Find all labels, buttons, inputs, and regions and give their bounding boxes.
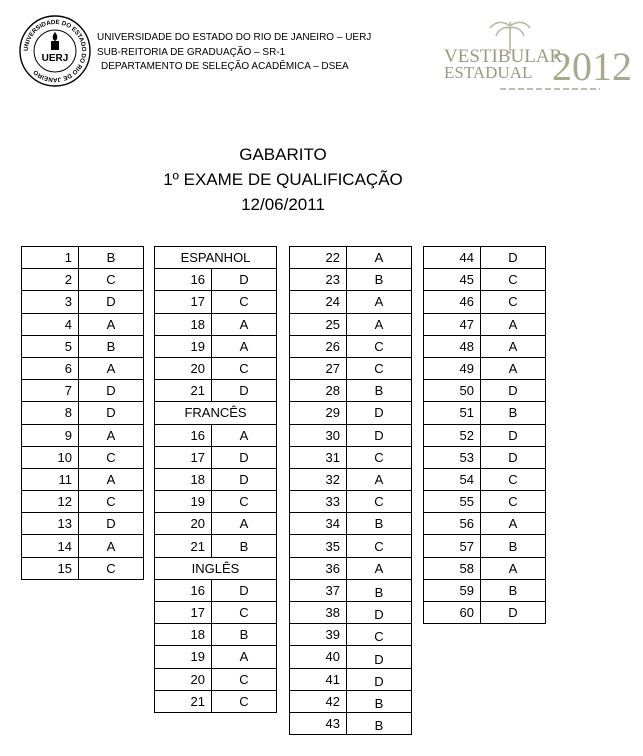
answer-letter: C xyxy=(481,291,546,313)
answer-row xyxy=(424,269,546,291)
logo-vestibular-text: VESTIBULAR xyxy=(444,46,563,67)
question-number: 19 xyxy=(155,646,212,668)
question-number: 40 xyxy=(290,646,347,668)
question-number: 20 xyxy=(155,513,212,535)
question-number: 59 xyxy=(424,579,481,601)
question-number: 24 xyxy=(290,291,347,313)
answer-row xyxy=(22,269,144,291)
question-number: 17 xyxy=(155,602,212,624)
answer-letter: D xyxy=(347,424,412,446)
answer-row xyxy=(424,380,546,402)
question-number: 55 xyxy=(424,491,481,513)
answer-row xyxy=(22,468,144,490)
question-number: 25 xyxy=(290,313,347,335)
answer-row xyxy=(22,357,144,379)
answer-column-languages xyxy=(154,246,277,713)
question-number: 4 xyxy=(22,313,79,335)
answer-letter: D xyxy=(212,269,277,291)
section-row-frances xyxy=(155,402,277,424)
question-number: 34 xyxy=(290,513,347,535)
question-number: 10 xyxy=(22,446,79,468)
logo-year-text: 2012 xyxy=(552,44,632,89)
answer-row xyxy=(424,291,546,313)
institution-line-department: DEPARTAMENTO DE SELEÇÃO ACADÊMICA – DSEA xyxy=(101,61,349,72)
answer-row xyxy=(22,380,144,402)
answer-letter: D xyxy=(481,380,546,402)
question-number: 13 xyxy=(22,513,79,535)
answer-row xyxy=(155,491,277,513)
exam-name: 1º EXAME DE QUALIFICAÇÃO xyxy=(163,170,403,189)
question-number: 43 xyxy=(290,712,347,734)
question-number: 37 xyxy=(290,579,347,601)
answer-letter: A xyxy=(481,357,546,379)
answer-letter: A xyxy=(212,335,277,357)
answer-letter: B xyxy=(212,535,277,557)
question-number: 31 xyxy=(290,446,347,468)
answer-letter: C xyxy=(347,446,412,468)
question-number: 54 xyxy=(424,468,481,490)
answer-letter: C xyxy=(481,269,546,291)
seal-acronym: UERJ xyxy=(41,53,69,64)
question-number: 5 xyxy=(22,335,79,357)
answer-row xyxy=(155,668,277,690)
answer-table-4 xyxy=(423,246,546,624)
question-number: 7 xyxy=(22,380,79,402)
answer-letter: B xyxy=(347,712,412,734)
answer-row xyxy=(22,513,144,535)
answer-row xyxy=(290,712,412,734)
answer-row xyxy=(22,535,144,557)
answer-row xyxy=(155,513,277,535)
answer-row xyxy=(424,602,546,624)
question-number: 57 xyxy=(424,535,481,557)
answer-letter: C xyxy=(79,446,144,468)
answer-letter: D xyxy=(79,513,144,535)
answer-row xyxy=(290,646,412,668)
question-number: 45 xyxy=(424,269,481,291)
answer-letter: D xyxy=(212,468,277,490)
answer-letter: D xyxy=(347,668,412,690)
answer-column-3 xyxy=(289,246,412,735)
answer-letter: D xyxy=(481,247,546,269)
answer-letter: C xyxy=(347,491,412,513)
institution-header xyxy=(97,31,371,75)
answer-letter: C xyxy=(347,624,412,646)
question-number: 8 xyxy=(22,402,79,424)
question-number: 12 xyxy=(22,491,79,513)
answer-letter: C xyxy=(79,491,144,513)
answer-row xyxy=(424,513,546,535)
answer-letter: A xyxy=(347,313,412,335)
answer-table-3 xyxy=(289,246,412,735)
answer-letter: A xyxy=(79,468,144,490)
answer-row xyxy=(424,491,546,513)
question-number: 26 xyxy=(290,335,347,357)
answer-letter: B xyxy=(347,380,412,402)
answer-letter: B xyxy=(79,247,144,269)
answer-row xyxy=(424,335,546,357)
answer-row xyxy=(290,424,412,446)
answer-letter: B xyxy=(481,579,546,601)
exam-date: 12/06/2011 xyxy=(241,195,325,214)
question-number: 9 xyxy=(22,424,79,446)
answer-row xyxy=(290,357,412,379)
answer-letter: C xyxy=(347,335,412,357)
question-number: 27 xyxy=(290,357,347,379)
answer-row xyxy=(22,446,144,468)
question-number: 30 xyxy=(290,424,347,446)
answer-letter: B xyxy=(347,690,412,712)
question-number: 17 xyxy=(155,291,212,313)
answer-row xyxy=(424,247,546,269)
answer-row xyxy=(290,624,412,646)
answer-letter: D xyxy=(347,602,412,624)
answer-row xyxy=(155,446,277,468)
answer-row xyxy=(22,291,144,313)
answer-row xyxy=(424,468,546,490)
answer-letter: C xyxy=(212,357,277,379)
answer-row xyxy=(290,446,412,468)
question-number: 60 xyxy=(424,602,481,624)
page-title: GABARITO xyxy=(239,145,327,164)
answer-row xyxy=(155,646,277,668)
question-number: 47 xyxy=(424,313,481,335)
question-number: 18 xyxy=(155,313,212,335)
answer-row xyxy=(290,380,412,402)
answer-letter: B xyxy=(79,335,144,357)
answer-row xyxy=(290,668,412,690)
question-number: 19 xyxy=(155,491,212,513)
answer-row xyxy=(155,468,277,490)
section-label-ingles: INGLÊS xyxy=(155,557,277,579)
answer-row xyxy=(22,491,144,513)
answer-letter: A xyxy=(79,424,144,446)
answer-letter: C xyxy=(481,468,546,490)
answer-row xyxy=(22,424,144,446)
answer-row xyxy=(155,579,277,601)
answer-row xyxy=(155,335,277,357)
answer-row xyxy=(155,535,277,557)
question-number: 53 xyxy=(424,446,481,468)
answer-letter: C xyxy=(347,535,412,557)
question-number: 6 xyxy=(22,357,79,379)
answer-letter: C xyxy=(79,557,144,579)
answer-letter: A xyxy=(481,513,546,535)
answer-row xyxy=(290,247,412,269)
answer-row xyxy=(155,357,277,379)
vestibular-estadual-logo xyxy=(440,14,632,96)
answer-row xyxy=(290,602,412,624)
answer-letter: A xyxy=(212,513,277,535)
answer-letter: A xyxy=(79,535,144,557)
question-number: 15 xyxy=(22,557,79,579)
answer-row xyxy=(424,402,546,424)
answer-column-4 xyxy=(423,246,546,624)
svg-text:UNIVERSIDADE DO ESTADO DO RIO xyxy=(23,19,87,83)
section-label-frances: FRANCÊS xyxy=(155,402,277,424)
answer-row xyxy=(290,690,412,712)
answer-row xyxy=(424,557,546,579)
question-number: 2 xyxy=(22,269,79,291)
question-number: 18 xyxy=(155,624,212,646)
answer-letter: C xyxy=(79,269,144,291)
answer-row xyxy=(155,291,277,313)
answer-letter: A xyxy=(481,335,546,357)
question-number: 16 xyxy=(155,269,212,291)
answer-letter: A xyxy=(347,291,412,313)
question-number: 56 xyxy=(424,513,481,535)
answer-letter: B xyxy=(347,269,412,291)
answer-column-1 xyxy=(21,246,144,580)
answer-row xyxy=(290,557,412,579)
answer-row xyxy=(155,269,277,291)
question-number: 42 xyxy=(290,690,347,712)
answer-table-1 xyxy=(21,246,144,580)
answer-letter: B xyxy=(347,579,412,601)
answer-letter: A xyxy=(79,313,144,335)
section-row-ingles xyxy=(155,557,277,579)
answer-row xyxy=(424,579,546,601)
question-number: 16 xyxy=(155,579,212,601)
question-number: 41 xyxy=(290,668,347,690)
answer-letter: B xyxy=(212,624,277,646)
question-number: 19 xyxy=(155,335,212,357)
answer-letter: A xyxy=(347,468,412,490)
answer-row xyxy=(290,513,412,535)
answer-row xyxy=(290,579,412,601)
answer-row xyxy=(424,446,546,468)
question-number: 16 xyxy=(155,424,212,446)
answer-letter: D xyxy=(212,380,277,402)
answer-row xyxy=(155,602,277,624)
answer-row xyxy=(290,402,412,424)
question-number: 23 xyxy=(290,269,347,291)
answer-row xyxy=(22,313,144,335)
answer-letter: C xyxy=(212,491,277,513)
answer-row xyxy=(424,535,546,557)
question-number: 11 xyxy=(22,468,79,490)
answer-letter: D xyxy=(79,402,144,424)
answer-letter: D xyxy=(347,646,412,668)
question-number: 28 xyxy=(290,380,347,402)
answer-letter: C xyxy=(347,357,412,379)
question-number: 21 xyxy=(155,690,212,712)
answer-row xyxy=(290,291,412,313)
question-number: 35 xyxy=(290,535,347,557)
question-number: 38 xyxy=(290,602,347,624)
seal-ring-text: UNIVERSIDADE DO ESTADO DO RIO DE JANEIRO xyxy=(22,18,88,84)
answer-letter: D xyxy=(79,380,144,402)
answer-letter: C xyxy=(212,291,277,313)
answer-letter: A xyxy=(212,313,277,335)
answer-row xyxy=(290,335,412,357)
answer-row xyxy=(22,402,144,424)
question-number: 33 xyxy=(290,491,347,513)
answer-letter: C xyxy=(212,602,277,624)
answer-row xyxy=(155,424,277,446)
question-number: 29 xyxy=(290,402,347,424)
answer-row xyxy=(22,247,144,269)
question-number: 48 xyxy=(424,335,481,357)
question-number: 49 xyxy=(424,357,481,379)
question-number: 52 xyxy=(424,424,481,446)
answer-letter: A xyxy=(481,313,546,335)
answer-letter: D xyxy=(79,291,144,313)
answer-row xyxy=(290,491,412,513)
answer-letter: D xyxy=(481,602,546,624)
question-number: 17 xyxy=(155,446,212,468)
answer-letter: D xyxy=(212,446,277,468)
answer-row xyxy=(290,468,412,490)
question-number: 46 xyxy=(424,291,481,313)
answer-letter: C xyxy=(481,491,546,513)
answer-row xyxy=(22,557,144,579)
answer-letter: A xyxy=(212,646,277,668)
answer-row xyxy=(155,624,277,646)
answer-letter: D xyxy=(481,424,546,446)
answer-letter: D xyxy=(347,402,412,424)
answer-row xyxy=(424,357,546,379)
answer-row xyxy=(22,335,144,357)
question-number: 14 xyxy=(22,535,79,557)
answer-letter: A xyxy=(347,247,412,269)
question-number: 51 xyxy=(424,402,481,424)
answer-letter: B xyxy=(347,513,412,535)
answer-row xyxy=(290,313,412,335)
answer-letter: C xyxy=(212,668,277,690)
question-number: 21 xyxy=(155,535,212,557)
question-number: 32 xyxy=(290,468,347,490)
answer-row xyxy=(155,313,277,335)
answer-letter: A xyxy=(212,424,277,446)
institution-line-subreitoria: SUB-REITORIA DE GRADUAÇÃO – SR-1 xyxy=(97,46,286,58)
question-number: 50 xyxy=(424,380,481,402)
answer-letter: A xyxy=(79,357,144,379)
question-number: 21 xyxy=(155,380,212,402)
question-number: 1 xyxy=(22,247,79,269)
answer-row xyxy=(155,690,277,712)
answer-letter: B xyxy=(481,402,546,424)
answer-row xyxy=(424,424,546,446)
answer-row xyxy=(424,313,546,335)
question-number: 44 xyxy=(424,247,481,269)
answer-letter: A xyxy=(481,557,546,579)
answer-row xyxy=(290,535,412,557)
question-number: 3 xyxy=(22,291,79,313)
question-number: 58 xyxy=(424,557,481,579)
answer-row xyxy=(155,380,277,402)
question-number: 36 xyxy=(290,557,347,579)
answer-letter: A xyxy=(347,557,412,579)
section-row-espanhol xyxy=(155,247,277,269)
institution-line-university: UNIVERSIDADE DO ESTADO DO RIO DE JANEIRO – UERJ xyxy=(97,32,372,43)
answer-letter: C xyxy=(212,690,277,712)
question-number: 20 xyxy=(155,668,212,690)
answer-letter: D xyxy=(212,579,277,601)
answer-letter: B xyxy=(481,535,546,557)
logo-estadual-text: ESTADUAL xyxy=(444,63,533,82)
uerj-seal-logo xyxy=(18,14,92,88)
answer-table-languages xyxy=(154,246,277,713)
answer-letter: D xyxy=(481,446,546,468)
question-number: 39 xyxy=(290,624,347,646)
question-number: 18 xyxy=(155,468,212,490)
answer-row xyxy=(290,269,412,291)
question-number: 20 xyxy=(155,357,212,379)
section-label-espanhol: ESPANHOL xyxy=(155,247,277,269)
question-number: 22 xyxy=(290,247,347,269)
